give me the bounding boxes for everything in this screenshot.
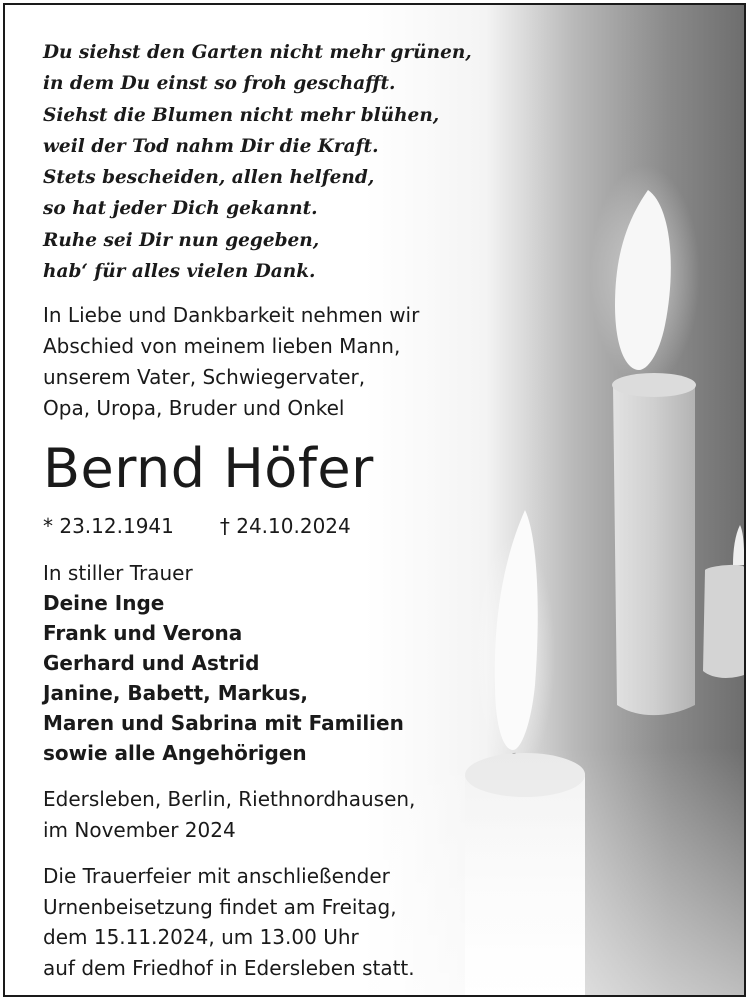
mourner-line: sowie alle Angehörigen	[43, 741, 307, 766]
poem-line: hab‘ für alles vielen Dank.	[43, 261, 316, 283]
poem-line: Du siehst den Garten nicht mehr grünen,	[43, 42, 472, 63]
place-line: im November 2024	[43, 817, 236, 842]
intro-line: Abschied von meinem lieben Mann,	[43, 334, 401, 359]
poem-line: weil der Tod nahm Dir die Kraft.	[43, 135, 379, 157]
mourner-line: Deine Inge	[43, 591, 165, 616]
service-info	[43, 861, 483, 983]
service-line: auf dem Friedhof in Edersleben statt.	[43, 955, 415, 980]
mourners	[43, 558, 483, 768]
mourning-lead: In stiller Trauer	[43, 561, 193, 586]
poem-line: Ruhe sei Dir nun gegeben,	[43, 229, 320, 251]
mourner-line: Frank und Verona	[43, 621, 243, 646]
service-line: dem 15.11.2024, um 13.00 Uhr	[43, 925, 359, 950]
poem-line: Stets bescheiden, allen helfend,	[43, 167, 375, 189]
service-line: Die Trauerfeier mit anschließender	[43, 864, 390, 889]
birth-date: * 23.12.1941	[43, 514, 174, 539]
intro-line: unserem Vater, Schwiegervater,	[43, 365, 366, 390]
death-date: † 24.10.2024	[219, 514, 351, 539]
mourner-line: Maren und Sabrina mit Familien	[43, 711, 404, 736]
mourner-line: Janine, Babett, Markus,	[43, 681, 308, 706]
obituary-frame	[3, 3, 746, 997]
poem-line: so hat jeder Dich gekannt.	[43, 198, 318, 220]
place-and-date	[43, 784, 483, 845]
poem	[43, 37, 483, 287]
deceased-name: Bernd Höfer	[43, 437, 374, 501]
intro-line: In Liebe und Dankbarkeit nehmen wir	[43, 303, 420, 328]
service-line: Urnenbeisetzung findet am Freitag,	[43, 894, 397, 919]
poem-line: Siehst die Blumen nicht mehr blühen,	[43, 104, 440, 126]
life-dates	[43, 512, 483, 540]
mourner-line: Gerhard und Astrid	[43, 651, 260, 676]
place-line: Edersleben, Berlin, Riethnordhausen,	[43, 787, 416, 812]
intro-text	[43, 300, 483, 424]
obituary-text	[43, 37, 483, 983]
poem-line: in dem Du einst so froh geschafft.	[43, 73, 396, 95]
intro-line: Opa, Uropa, Bruder und Onkel	[43, 396, 345, 421]
